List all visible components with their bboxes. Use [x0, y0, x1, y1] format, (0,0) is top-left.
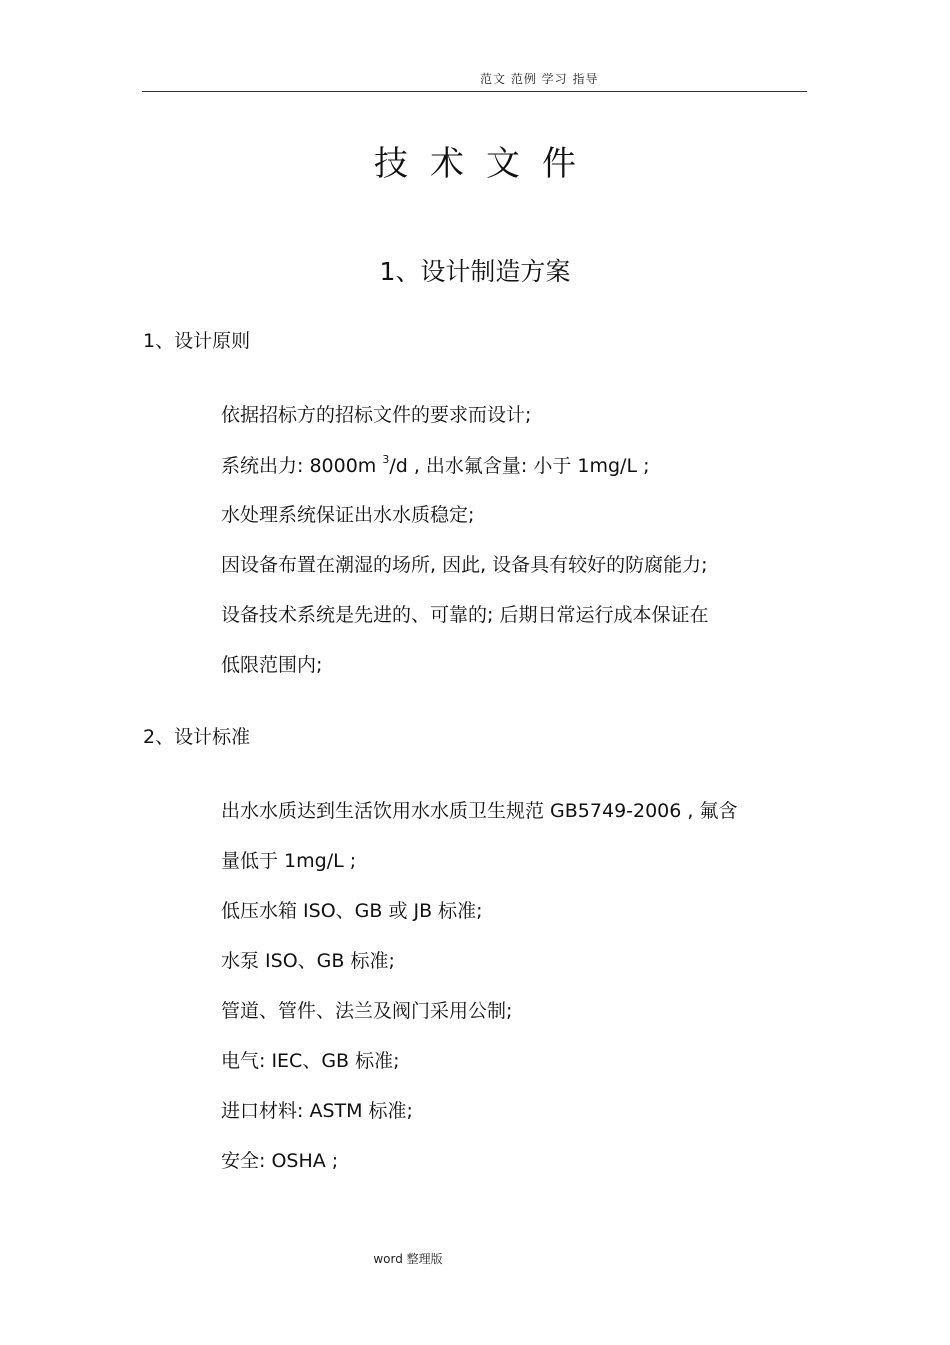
paragraph-line: 依据招标方的招标文件的要求而设计; [221, 404, 532, 426]
paragraph-line: 低限范围内; [221, 654, 323, 676]
paragraph-line: 水处理系统保证出水水质稳定; [221, 504, 475, 526]
document-title: 技术文件 [374, 144, 598, 184]
paragraph-line: 电气: IEC、GB 标准; [221, 1050, 400, 1072]
paragraph-line: 出水水质达到生活饮用水水质卫生规范 GB5749-2006 , 氟含 [221, 800, 738, 822]
paragraph-line-system-output [221, 451, 650, 478]
section-heading-design-standards: 2、设计标准 [143, 726, 251, 748]
paragraph-line: 因设备布置在潮湿的场所, 因此, 设备具有较好的防腐能力; [221, 554, 708, 576]
paragraph-line: 管道、管件、法兰及阀门采用公制; [221, 1000, 513, 1022]
system-output-suffix: /d , 出水氟含量: 小于 1mg/L ; [389, 455, 650, 477]
chapter-title: 1、设计制造方案 [379, 257, 571, 286]
paragraph-line: 进口材料: ASTM 标准; [221, 1100, 413, 1122]
section-heading-design-principles: 1、设计原则 [143, 330, 251, 352]
superscript-cubic: 3 [382, 453, 390, 466]
paragraph-line: 量低于 1mg/L ; [221, 850, 357, 872]
page-footer-text: word 整理版 [373, 1252, 443, 1266]
system-output-prefix: 系统出力: 8000m [221, 455, 383, 477]
header-divider [142, 91, 807, 92]
paragraph-line: 低压水箱 ISO、GB 或 JB 标准; [221, 900, 483, 922]
paragraph-line: 水泵 ISO、GB 标准; [221, 950, 395, 972]
paragraph-line: 安全: OSHA ; [221, 1150, 339, 1172]
page-header-text: 范文 范例 学习 指导 [480, 72, 599, 86]
paragraph-line: 设备技术系统是先进的、可靠的; 后期日常运行成本保证在 [221, 604, 709, 626]
